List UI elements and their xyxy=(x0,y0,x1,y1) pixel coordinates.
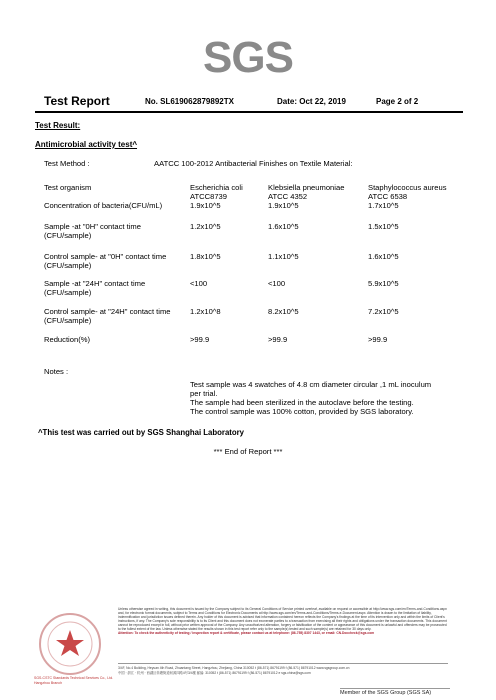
header-divider xyxy=(35,111,463,113)
report-number: No. SL619062879892TX xyxy=(145,97,234,106)
row-label: (CFU/sample) xyxy=(44,261,92,270)
test-method-value: AATCC 100-2012 Antibacterial Finishes on Textile Material: xyxy=(154,159,353,168)
row-label: (CFU/sample) xyxy=(44,316,92,325)
table-cell: 1.8x10^5 xyxy=(190,252,221,261)
table-cell: 1.6x10^5 xyxy=(268,222,299,231)
row-label: Sample -at "24H" contact time xyxy=(44,279,146,288)
test-method-label: Test Method : xyxy=(44,159,90,168)
row-label: (CFU/sample) xyxy=(44,231,92,240)
table-cell: >99.9 xyxy=(190,335,210,344)
table-cell: <100 xyxy=(268,279,286,288)
report-title: Test Report xyxy=(44,94,110,108)
table-cell: 1.7x10^5 xyxy=(368,201,399,210)
end-of-report: *** End of Report *** xyxy=(213,447,283,456)
row-label: Control sample- at "0H" contact time xyxy=(44,252,167,261)
table-cell: >99.9 xyxy=(268,335,288,344)
table-cell: ATCC8739 xyxy=(190,192,228,201)
page-number: Page 2 of 2 xyxy=(376,97,419,106)
footer-disclaimer xyxy=(118,607,448,635)
table-cell: 8.2x10^5 xyxy=(268,307,299,316)
disclaimer-text: Unless otherwise agreed in writing, this document is issued by the Company subject to its General Conditions of Service printed overleaf, available on request or accessible at http://www.sgs.com/en/Terms-and-Conditions.aspx and, for electronic format documents, subject to Terms and Conditions for Electronic Documents at http://www.sgs.com/en/Terms-and-Conditions/Terms-e-Document.aspx. Attention is drawn to the limitation of liability, indemnification and jurisdiction issues defined therein. Any holder of this document is advised that information contained hereon reflects the Company's findings at the time of its intervention only and within the limits of Client's instructions, if any. The Company's sole responsibility is to its Client and this document does not exonerate parties to a transaction from exercising all their rights and obligations under the transaction documents. This document cannot be reproduced except in full, without prior written approval of the Company. Any unauthorized alteration, forgery or falsification of the content or appearance of this document is unlawful and offenders may be prosecuted to the fullest extent of the law. Unless otherwise stated the results shown in this test report refer only to the sample(s) tested and such sample(s) are retained for 30 days only. xyxy=(118,607,447,631)
company-seal-icon xyxy=(38,612,102,676)
antimicrobial-heading: Antimicrobial activity test^ xyxy=(35,140,138,149)
table-cell: 1.5x10^5 xyxy=(368,222,399,231)
row-label: Sample -at "0H" contact time xyxy=(44,222,141,231)
report-date: Date: Oct 22, 2019 xyxy=(277,97,346,106)
table-cell: 7.2x10^5 xyxy=(368,307,399,316)
note-line: The control sample was 100% cotton, provided by SGS laboratory. xyxy=(190,407,414,416)
row-label: Control sample- at "24H" contact time xyxy=(44,307,171,316)
note-line: per trial. xyxy=(190,389,218,398)
table-cell: 1.1x10^5 xyxy=(268,252,299,261)
member-of-sgs: Member of the SGS Group (SGS SA) xyxy=(340,690,432,696)
notes-label: Notes : xyxy=(44,367,69,376)
table-cell: ATCC 6538 xyxy=(368,192,408,201)
table-cell: 1.6x10^5 xyxy=(368,252,399,261)
table-cell: 1.9x10^5 xyxy=(268,201,299,210)
row-label: Reduction(%) xyxy=(44,335,91,344)
address-line-en: 3/4F, No.4 Building, Heyuan 4th Road, Zhuantang Street, Hangzhou, Zhejiang, China 310052 t (86-571) 86791199 f (86-571) 86791012 www.sgsgroup.com.cn xyxy=(118,666,350,670)
table-cell: 1.2x10^5 xyxy=(190,222,221,231)
address-line-cn: 中国 · 浙江 · 杭州 · 西湖区转塘街道何源四路4号3/4楼 邮编: 310052 t (86-571) 86791199 f (86-571) 86791012 e sgs.china@sgs.com xyxy=(118,671,311,675)
table-cell: 1.9x10^5 xyxy=(190,201,221,210)
logo-text: SGS xyxy=(203,33,293,82)
footer-divider xyxy=(118,663,448,664)
row-label: Test organism xyxy=(44,183,92,192)
member-divider xyxy=(340,688,450,689)
table-cell: >99.9 xyxy=(368,335,388,344)
row-label: (CFU/sample) xyxy=(44,288,92,297)
table-cell: <100 xyxy=(190,279,208,288)
lab-footnote: ^This test was carried out by SGS Shanghai Laboratory xyxy=(38,428,245,437)
table-cell: ATCC 4352 xyxy=(268,192,308,201)
notes-body xyxy=(190,380,431,416)
table-cell: Klebsiella pneumoniae xyxy=(268,183,345,192)
table-cell: Escherichia coli xyxy=(190,183,243,192)
table-cell: 1.2x10^8 xyxy=(190,307,221,316)
row-label: Concentration of bacteria(CFU/mL) xyxy=(44,201,163,210)
sgs-logo xyxy=(0,33,496,82)
attention-text: Attention: To check the authenticity of testing / inspection report & certificate, please contact us at telephone: (86-755) 8307 1443, or email: CN.Doccheck@sgs.com xyxy=(118,631,375,635)
stamp-text: SGS-CSTC Standards Technical Services Co., Ltd. Hangzhou Branch xyxy=(34,676,114,685)
note-line: Test sample was 4 swatches of 4.8 cm diameter circular ,1 mL inoculum xyxy=(190,380,432,389)
footer-address xyxy=(118,666,448,676)
table-cell: Staphylococcus aureus xyxy=(368,183,447,192)
note-line: The sample had been sterilized in the autoclave before the testing. xyxy=(190,398,414,407)
table-cell: 5.9x10^5 xyxy=(368,279,399,288)
test-result-heading: Test Result: xyxy=(35,121,81,130)
